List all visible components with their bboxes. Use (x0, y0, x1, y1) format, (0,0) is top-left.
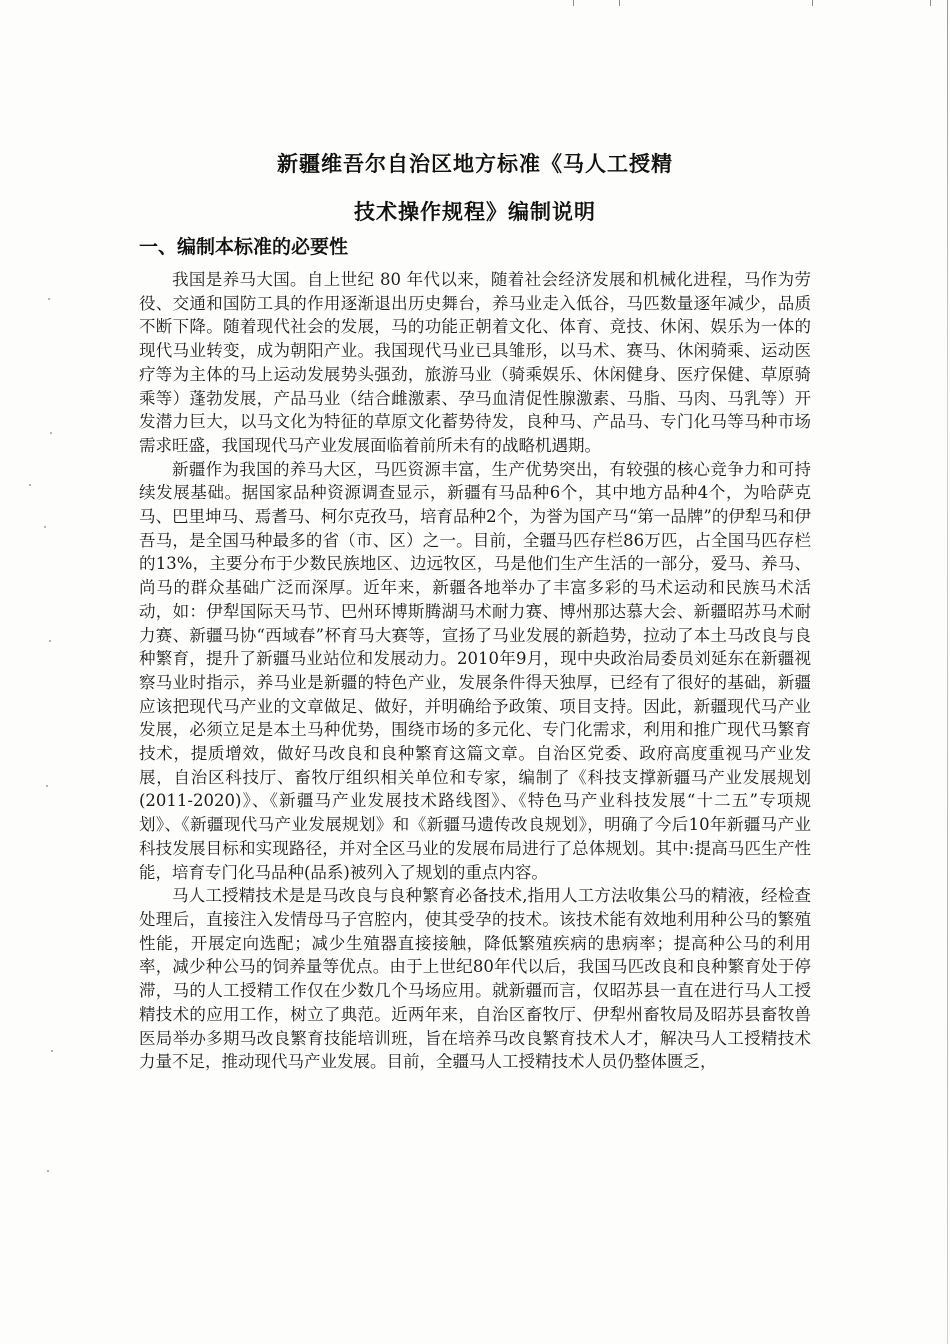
scan-speck (49, 640, 51, 642)
document-title-line-1: 新疆维吾尔自治区地方标准《马人工授精 (277, 152, 673, 177)
document-body (139, 268, 811, 1074)
scan-speck (29, 484, 31, 486)
scan-mark (812, 0, 813, 6)
scan-speck (46, 785, 48, 787)
scan-speck (47, 1170, 49, 1172)
scan-speck (44, 526, 46, 528)
section-heading-necessity: 一、编制本标准的必要性 (139, 236, 349, 258)
document-title-line-2: 技术操作规程》编制说明 (354, 200, 596, 225)
paragraph-horse-industry-overview: 我国是养马大国。自上世纪 80 年代以来，随着社会经济发展和机械化进程，马作为劳役、交通和国防工具的作用逐渐退出历史舞台，养马业走入低谷，马匹数量逐年减少，品质不断下降。随着现代社会的发展，马的功能正朝着文化、体育、竞技、休闲、娱乐为一体的现代马业转变，成为朝阳产业。我国现代马业已具雏形，以马术、赛马、休闲骑乘、运动医疗等为主体的马上运动发展势头强劲，旅游马业（骑乘娱乐、休闲健身、医疗保健、草原骑乘等）蓬勃发展，产品马业（结合雌激素、孕马血清促性腺激素、马脂、马肉、马乳等）开发潜力巨大，以马文化为特征的草原文化蓄势待发，良种马、产品马、专门化马等马种市场需求旺盛，我国现代马产业发展面临着前所未有的战略机遇期。 (139, 270, 811, 455)
paragraph-artificial-insemination: 马人工授精技术是是马改良与良种繁育必备技术,指用人工方法收集公马的精液，经检查处理后，直接注入发情母马子宫腔内，使其受孕的技术。该技术能有效地利用种公马的繁殖性能，开展定向选配；减少生殖器直接接触，降低繁殖疾病的患病率；提高种公马的利用率，减少种公马的饲养量等优点。由于上世纪80年代以后，我国马匹改良和良种繁育处于停滞，马的人工授精工作仅在少数几个马场应用。就新疆而言，仅昭苏县一直在进行马人工授精技术的应用工作，树立了典范。近两年来，自治区畜牧厅、伊犁州畜牧局及昭苏县畜牧兽医局举办多期马改良繁育技能培训班，旨在培养马改良繁育技术人才，解决马人工授精技术力量不足，推动现代马产业发展。目前，全疆马人工授精技术人员仍整体匮乏， (139, 886, 811, 1072)
scan-speck (50, 432, 52, 434)
scan-speck (48, 298, 50, 300)
scan-mark (619, 0, 620, 6)
paragraph-xinjiang-horse-resources: 新疆作为我国的养马大区，马匹资源丰富，生产优势突出，有较强的核心竞争力和可持续发展基础。据国家品种资源调查显示，新疆有马品种6个，其中地方品种4个，为哈萨克马、巴里坤马、焉耆马、柯尔克孜马，培育品种2个，为誉为国产马“第一品牌”的伊犁马和伊吾马，是全国马种最多的省（市、区）之一。目前，全疆马匹存栏86万匹，占全国马匹存栏的13%，主要分布于少数民族地区、边远牧区，马是他们生产生活的一部分，爱马、养马、尚马的群众基础广泛而深厚。近年来，新疆各地举办了丰富多彩的马术运动和民族马术活动，如：伊犁国际天马节、巴州环博斯腾湖马术耐力赛、博州那达慕大会、新疆昭苏马术耐力赛、新疆马协“西域春”杯育马大赛等，宣扬了马业发展的新趋势，拉动了本土马改良与良种繁育，提升了新疆马业站位和发展动力。2010年9月，现中央政治局委员刘延东在新疆视察马业时指示，养马业是新疆的特色产业，发展条件得天独厚，已经有了很好的基础，新疆应该把现代马产业的文章做足、做好，并明确给予政策、项目支持。因此，新疆现代马产业发展，必须立足是本土马种优势，围绕市场的多元化、专门化需求，利用和推广现代马繁育技术，提质增效，做好马改良和良种繁育这篇文章。自治区党委、政府高度重视马产业发展，自治区科技厅、畜牧厅组织相关单位和专家，编制了《科技支撑新疆马产业发展规划(2011-2020)》、《新疆马产业发展技术路线图》、《特色马产业科技发展“十二五”专项规划》、《新疆现代马产业发展规划》和《新疆马遗传改良规划》，明确了今后10年新疆马产业科技发展目标和实现路径，并对全区马业的发展布局进行了总体规划。其中:提高马匹生产性能，培育专门化马品种(品系)被列入了规划的重点内容。 (139, 459, 811, 882)
scan-mark (930, 0, 931, 6)
scan-mark (573, 0, 574, 6)
scan-speck (51, 1050, 53, 1052)
